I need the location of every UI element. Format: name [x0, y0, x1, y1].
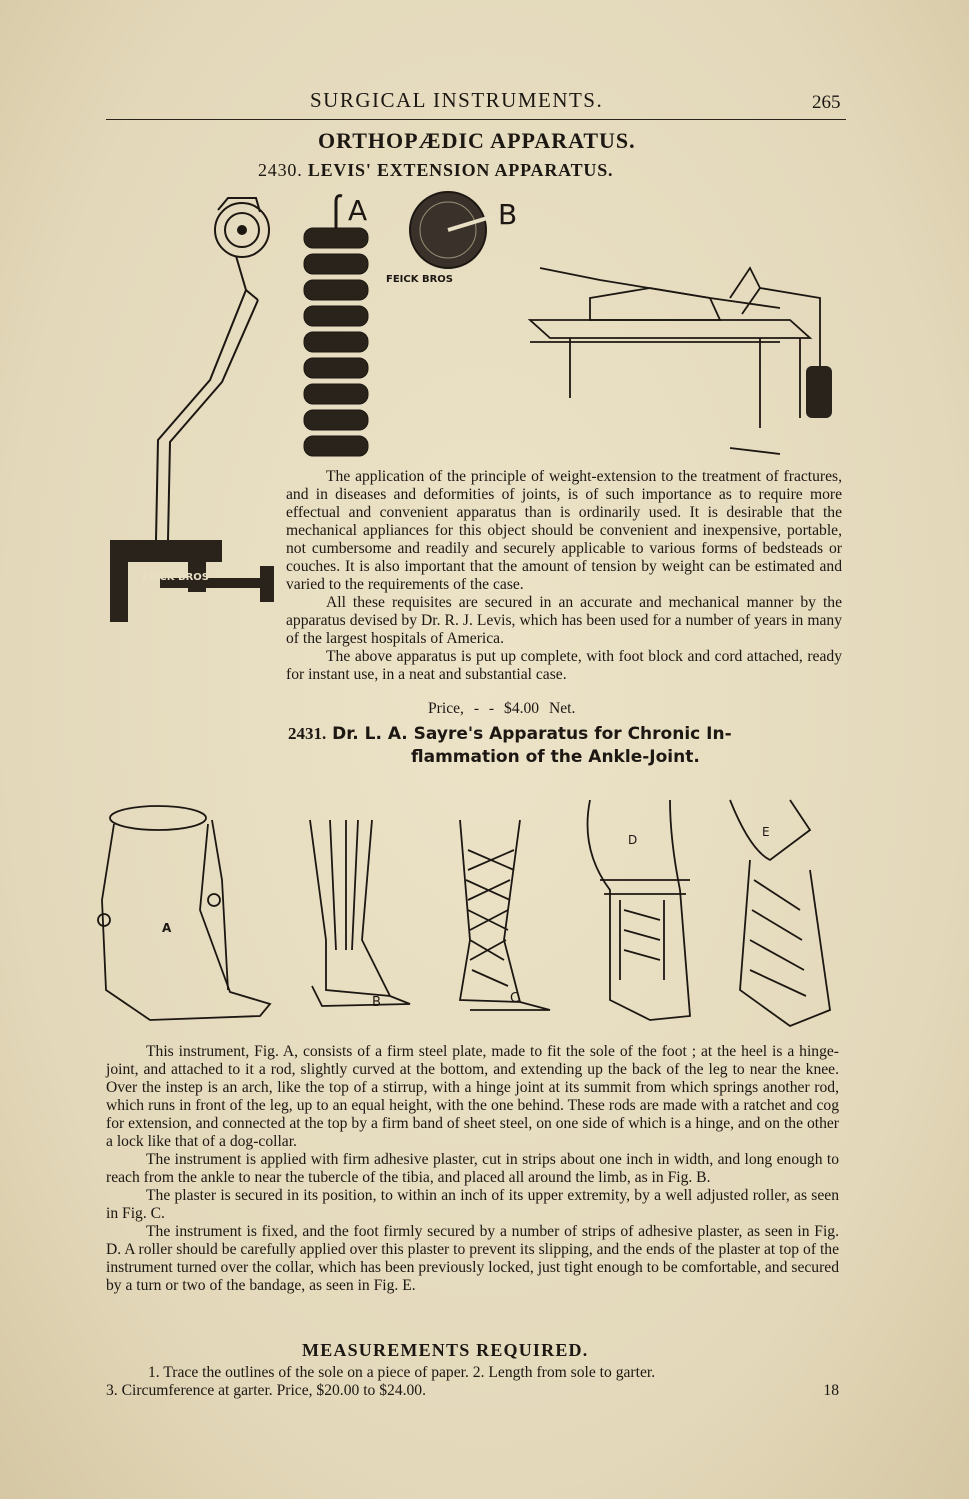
maker-mark-clamp: FEICK BROS [142, 572, 209, 583]
section-title: ORTHOPÆDIC APPARATUS. [318, 128, 636, 153]
item-2430-paragraph: The above apparatus is put up complete, with foot block and cord attached, ready for instant use, in a neat and substantial case. [286, 648, 842, 683]
measurements-line1: 1. Trace the outlines of the sole on a piece of paper. 2. Length from sole to garter. [148, 1364, 656, 1381]
item-2431-title-line1: Dr. L. A. Sayre's Apparatus for Chronic In- [332, 724, 732, 744]
item-2430-heading [258, 160, 613, 181]
item-2431-paragraph: This instrument, Fig. A, consists of a firm steel plate, made to fit the sole of the foot ; at the heel is a hinge-joint, and attached to it a rod, slightly curved at the bottom, and extending up the back of the leg to near the knee. Over the instep is an arch, like the top of a stirrup, with a hinge joint at its summit from which springs another rod, which runs in front of the leg, up to an equal height, with the one behind. These rods are made with a ratchet and cog for extension, and connected at the top by a firm band of sheet steel, on one side of which is a hinge, and on the other a lock like that of a dog-collar. [106, 1043, 839, 1150]
page-number: 265 [812, 92, 841, 113]
measurements-line2: 3. Circumference at garter. Price, $20.00 to $24.00. [106, 1382, 427, 1399]
item-2431-heading [288, 722, 848, 769]
item-2430-description [286, 468, 842, 684]
item-2430-price: Price, - - $4.00 Net. [428, 700, 576, 717]
sayre-apparatus-illustrations [90, 790, 850, 1040]
fig-b-label: B [372, 995, 381, 1010]
signature-mark: 18 [823, 1382, 839, 1399]
running-header-title: SURGICAL INSTRUMENTS. [310, 88, 604, 112]
fig-a-label: A [162, 921, 172, 935]
figure-label-a: A [348, 194, 368, 227]
maker-mark-disc: FEICK BROS [386, 274, 453, 285]
item-2431-paragraph: The instrument is fixed, and the foot firmly secured by a number of strips of adhesive plaster, as seen in Fig. D. A roller should be carefully applied over this plaster to prevent its slipping, and the ends of the plaster at top of the instrument turned over the collar, which has been previously locked, just tight enough to be comfortable, and secured by a turn or two of the bandage, as seen in Fig. E. [106, 1223, 839, 1294]
fig-e-label: E [762, 825, 770, 839]
item-2431-paragraph: The instrument is applied with firm adhesive plaster, cut in strips about one inch in width, and long enough to reach from the ankle to near the tubercle of the tibia, and placed all around the limb, as in Fig. B. [106, 1151, 839, 1186]
item-2431-paragraph: The plaster is secured in its position, to within an inch of its upper extremity, by a well adjusted roller, as seen in Fig. C. [106, 1187, 839, 1222]
fig-d-label: D [628, 833, 638, 847]
measurements-heading: MEASUREMENTS REQUIRED. [302, 1340, 589, 1360]
weight-stack-illustration [296, 190, 386, 470]
fig-c-label: C [510, 991, 520, 1006]
bed-clamp-pulley-illustration [100, 190, 300, 630]
measurements-line2-row [106, 1382, 839, 1400]
item-2430-title: LEVIS' EXTENSION APPARATUS. [307, 160, 614, 180]
header-rule [106, 119, 846, 120]
weight-disc-illustration [386, 190, 528, 290]
item-2430-number: 2430. [258, 160, 303, 180]
measurements-list [106, 1364, 839, 1400]
item-2431-number: 2431. [288, 724, 327, 743]
figure-label-b: B [498, 198, 518, 231]
item-2431-description [106, 1043, 839, 1295]
bed-traction-illustration [530, 258, 850, 468]
item-2431-title-line2: flammation of the Ankle-Joint. [411, 747, 700, 767]
item-2430-paragraph: All these requisites are secured in an accurate and mechanical manner by the apparatus devised by Dr. R. J. Levis, which has been used for a number of years in many of the largest hospitals of America. [286, 594, 842, 647]
item-2430-paragraph: The application of the principle of weight-extension to the treatment of fractures, and in diseases and deformities of joints, is of such importance as to require more effectual and convenient apparatus than is ordinarily used. It is desirable that the mechanical appliances for this object should be convenient and inexpensive, portable, not cumbersome and readily and securely applicable to various forms of bedsteads or couches. It is also important that the amount of tension by weight can be estimated and varied to the requirements of the case. [286, 468, 842, 593]
